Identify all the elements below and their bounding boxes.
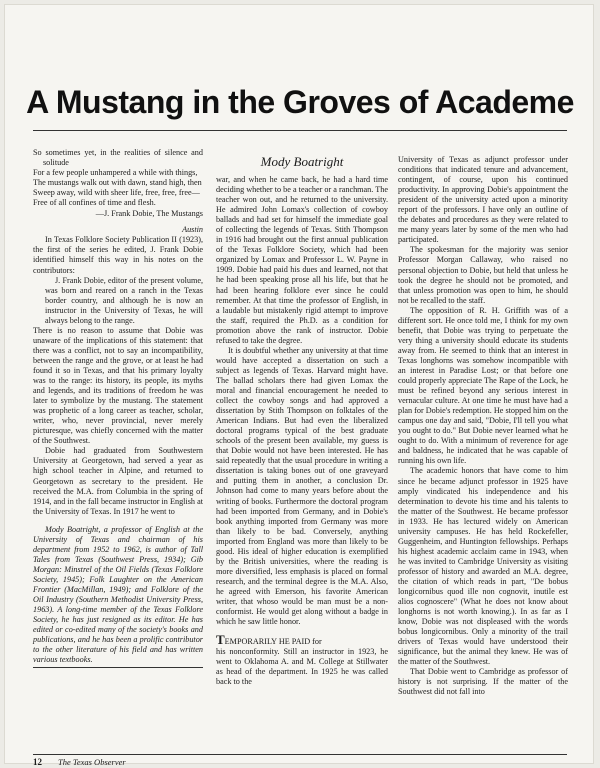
paragraph: The opposition of R. H. Griffith was of a different sort. He once told me, I think for my own benefit, that Dobie was trying to perpetuate the very thing a university should educate its students away from. He seemed to think that an interest in Texas longhorns was somehow incompatible with an interest in Paradise Lost; or that before one could properly appreciate The Rape of the Lock, he must be refined beyond any serious interest in vernacular culture. At one time he must have had a plan for Dobie's redemption. He stopped him on the campus one day and said, "Dobie, I'll tell you what you ought to do." But Dobie never learned what he ought to do. With a minimum of reverence for age and baldness, he indicated that he was capable of running his own life. [398,305,568,466]
headline-rule [33,130,567,131]
author-bio [33,525,203,669]
section-lead [216,632,388,648]
page-number: 12 [33,757,42,767]
epigraph-attribution: —J. Frank Dobie, The Mustangs [95,209,203,219]
epigraph-line: Free of all confines of time and flesh. [33,198,156,208]
epigraph-line: So sometimes yet, in the realities of silence and solitude [33,148,203,168]
article-headline: A Mustang in the Groves of Academe [26,84,574,120]
column-2 [216,148,388,687]
paragraph: The academic honors that have come to him since he became adjunct professor in 1925 have amply vindicated his independence and his determination to devote his time and his talents to the matter of the Southwest. He became professor in 1933. He has lectured widely on American university campuses. He has held Rockefeller, Guggenheim, and Huntington fellowships. Perhaps his highest academic acclaim came in 1943, when he was invited to Cambridge University as visiting professor of history and awarded an M.A. degree, the citation of which reads in part, "De bobus longicornibus quod ille non cognovit, inutile est alios cognoscere" (What he does not know about longhorns is not worth knowing.). In as far as I know, Dobie was not displeased with the words bobus longicornibus. Only a minority of the trail drivers of Texas would have understood their significance, but the animal they knew. He was of the matter of the Southwest. [398,466,568,667]
paragraph: Dobie had graduated from Southwestern University at Georgetown, had served a year as high school teacher in Alpine, and returned to Georgetown as secretary to the president. He received the M.A. from Columbia in the spring of 1914, and in the fall became instructor in English at the University of Texas. In 1917 he went to [33,446,203,516]
quote-text: J. Frank Dobie, editor of the present volume, was born and reared on a ranch in the Texas border country, and although he is now an instructor in the University of Texas, he will always belong to the range. [45,275,203,325]
epigraph [33,148,203,208]
epigraph-line: The mustangs walk out with dawn, stand high, then [33,178,202,188]
epigraph-line: For a few people unhampered a while with things, [33,168,198,178]
epigraph-line: Sweep away, wild with sheer life, free, free, free— [33,188,200,198]
paragraph: The spokesman for the majority was senior Professor Morgan Callaway, who raised no personal objection to Dobie, but held that unless he took the degree he should not be promoted, and that unless promotion was open to him, he should not be recalled to the staff. [398,245,568,305]
dateline: Austin [182,225,203,235]
paragraph: University of Texas as adjunct professor under conditions that indicated tenure and advancement, contingent, of course, upon his continued productivity. In approving Dobie's appointment the president of the university acted upon a minority report of the professors. I have only an outline of the debates and procedures as they were related to me many years later by some of the men who had participated. [398,155,568,245]
drop-cap: T [216,632,225,648]
paragraph: war, and when he came back, he had a hard time deciding whether to be a teacher or a ranchman. The teacher won out, and he returned to the university. He admired John Lomax's collection of cowboy ballads and had set for himself the immediate goal of collecting the legends of Texas. Stith Thompson in 1916 had brought out the first annual publication of the Texas Folklore Society, which had been organized by Lomax and Professor L. W. Payne in 1909. Dobie had paid his dues and learned, not that he had been speaking prose all his life, but that he had been hearing folklore ever since he could remember. At that time the professor of English, in a laudable but mistakenly rigid attempt to improve the staff, required the Ph.D. as a condition for promotion above the rank of instructor. Dobie refused to take the degree. [216,175,388,345]
bio-text: Mody Boatright, a professor of English at the University of Texas and chairman of his department from 1952 to 1962, is author of Tall Tales from Texas (Southwest Press, 1934); Gib Morgan: Minstrel of the Oil Fields (Texas Folklore Society, 1945); Folk Laughter on the American Frontier (MacMillan, 1949); and Folklore of the Oil Industry (Southern Methodist University Press, 1963). A long-time member of the Texas Folklore Society, he has just resigned as its editor. He has edited or co-edited many of the society's books and publications, and he has been a prolific contributor to the other literature of his field and has written various textbooks. [33,524,203,665]
paragraph: It is doubtful whether any university at that time would have accepted a dissertation on such a subject as legends of Texas. Harvard might have. The ballad scholars there had given Lomax the moral and financial encouragement he needed to collect the cowboy songs and had approved a dissertation by Stith Thompson on folktales of the American Indians. But had even the liberalized doctoral programs typical of the best graduate schools of the present been available, my guess is that Dobie would not have been interested. He has said repeatedly that the usual procedure in writing a dissertation is taking bones out of one graveyard and putting them in another, a conclusion Dr. Johnson had come to many years before about the writing of books. Furthermore the doctoral program had been imported from Germany, and in Dobie's book anything imported from Germany was more than likely to be bad. Conversely, anything imported from England was more than likely to be good. His ideal of higher education is exemplified by the British universities, where the reading is more diversified, less emphasis is placed on formal research, and the terminal degree is the M.A. Also, he agreed with Emerson, his favorite American writer, that whoso would be man must be a non-conformist. He would get along without a badge in which he saw little honor. [216,345,388,627]
paragraph: That Dobie went to Cambridge as professor of history is not surprising. If the matter of the Southwest did not fall into [398,667,568,697]
paragraph: his nonconformity. Still an instructor in 1923, he went to Oklahoma A. and M. College at Stillwater as head of the department. In 1925 he was called back to the [216,647,388,687]
footer-rule [33,754,567,755]
column-1 [33,148,203,668]
section-lead-text: EMPORARILY HE PAID for [224,637,322,647]
publication-name: The Texas Observer [58,757,126,767]
byline: Mody Boatright [260,154,344,169]
paragraph: There is no reason to assume that Dobie was unaware of the implications of this statement: that there was a conflict, not to say an incompatibility, between the range and the grove, or at least he had found it so in Texas, and that his primary loyalty was to the range: its history, its people, its myths and legends, and its traditions of freedom he was later to symbolize by the mustang. The statement was prophetic of a long career as teacher, scholar, writer, who, never provincial, never merely picturesque, was chiefly concerned with the matter of the Southwest. [33,325,203,446]
column-3 [398,155,568,698]
block-quote [45,276,203,326]
paragraph: In Texas Folklore Society Publication II (1923), the first of the series he edited, J. Frank Dobie identified himself this way in his notes on the contributors: [33,235,203,275]
